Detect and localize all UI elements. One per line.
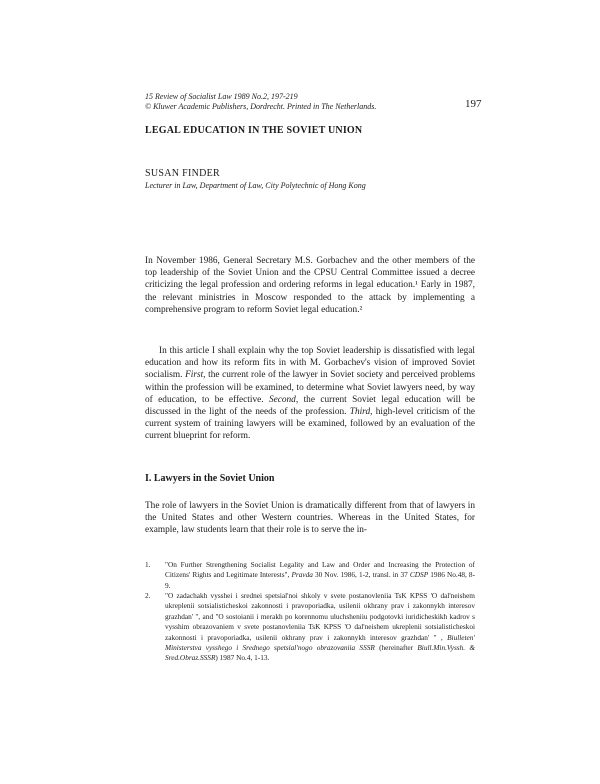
journal-citation-line: 15 Review of Socialist Law 1989 No.2, 197-219 — [145, 92, 298, 101]
footnote-2-hereinafter: (hereinafter — [374, 643, 418, 653]
page-number: 197 — [465, 98, 482, 110]
paragraph-2-part-3: , the current Soviet legal education will be discussed in the light of the needs of the profession. — [145, 394, 475, 418]
footnote-2 — [145, 591, 475, 664]
footnote-2-number: 2. — [145, 591, 151, 600]
section-heading: I. Lawyers in the Soviet Union — [145, 473, 275, 484]
author-name: SUSAN FINDER — [145, 168, 221, 179]
footnote-1-text — [165, 560, 475, 591]
footnote-1-title: "On Further Strengthening Socialist Legality and Law and Order and Increasing the Protection of Citizens' Rights and Legitimate Interests", — [165, 560, 475, 580]
paragraph-2-part-1: In this article I shall explain why the top Soviet leadership is dissatisfied with legal education and how its reform fits in with M. Gorbachev's vision of improved Soviet socialism. — [145, 346, 475, 381]
body-paragraph-2 — [145, 345, 475, 443]
footnote-2-titles: "O zadachakh vysshei i srednei spetsial'noi shkoly v svete postanovleniia TsK KPSS 'O dal'neishem ukreplenii sotsialisticheskoi zakonnosti i pravoporiadka, usilenii okhrany prav i zakonnykh interesov grazhdan' ", and "O sostoianii i merakh po korennomu uluchsheniiu podgotovki iuridicheskikh kadrov s vysshim obrazovaniem v svete postanovleniia TsK KPSS 'O dal'neishem ukreplenii sotsialisticheskoi zakonnosti i pravoporiadka, usilenii okhrany prav i zakonnykh interesov grazhdan' " , — [165, 591, 475, 642]
footnote-2-journal: Biulleten' Ministerstva vysshego i Srednego spetsial'nogo obrazovaniia SSSR — [165, 632, 475, 653]
footnote-1-issue: 1986 No.48, 8-9. — [165, 570, 476, 590]
footnote-1-number: 1. — [145, 560, 151, 569]
paragraph-2-part-2: , the current role of the lawyer in Soviet society and perceived problems within the profession will be examined, to determine what Soviet lawyers need, by way of education, to be effective. — [145, 370, 475, 405]
footnote-2-text — [165, 591, 475, 664]
publisher-line: © Kluwer Academic Publishers, Dordrecht. Printed in The Netherlands. — [145, 102, 377, 111]
footnote-1-date: 30 Nov. 1986, 1-2, transl. in 37 — [312, 570, 410, 580]
footnote-1-cdsp: CDSP — [409, 570, 429, 580]
emphasis-first: First — [185, 370, 204, 381]
footnote-2-abbrev: Biull.Min.Vyssh. & Sred.Obraz.SSSR — [165, 643, 475, 663]
body-paragraph-3: The role of lawyers in the Soviet Union is dramatically different from that of lawyers in the United States and other Western countries. Whereas in the United States, for example, law students learn that their role is to serve the in- — [145, 501, 475, 536]
footnote-2-issue: ) 1987 No.4, 1-13. — [215, 653, 270, 663]
author-affiliation: Lecturer in Law, Department of Law, City Polytechnic of Hong Kong — [145, 181, 366, 190]
paragraph-2-part-4: , high-level criticism of the current system of training lawyers will be examined, followed by an evaluation of the current blueprint for reform. — [145, 407, 475, 442]
footnote-1 — [145, 560, 475, 591]
article-title: LEGAL EDUCATION IN THE SOVIET UNION — [145, 125, 363, 136]
emphasis-third: Third — [349, 407, 371, 418]
body-paragraph-1: In November 1986, General Secretary M.S. Gorbachev and the other members of the top leadership of the Soviet Union and the CPSU Central Committee issued a decree criticizing the legal profession and ordering reforms in legal education.¹ Early in 1987, the relevant ministries in Moscow responded to the attack by implementing a comprehensive program to reform Soviet legal education.² — [145, 256, 475, 315]
emphasis-second: Second — [268, 394, 296, 405]
footnote-1-pravda: Pravda — [291, 570, 313, 580]
